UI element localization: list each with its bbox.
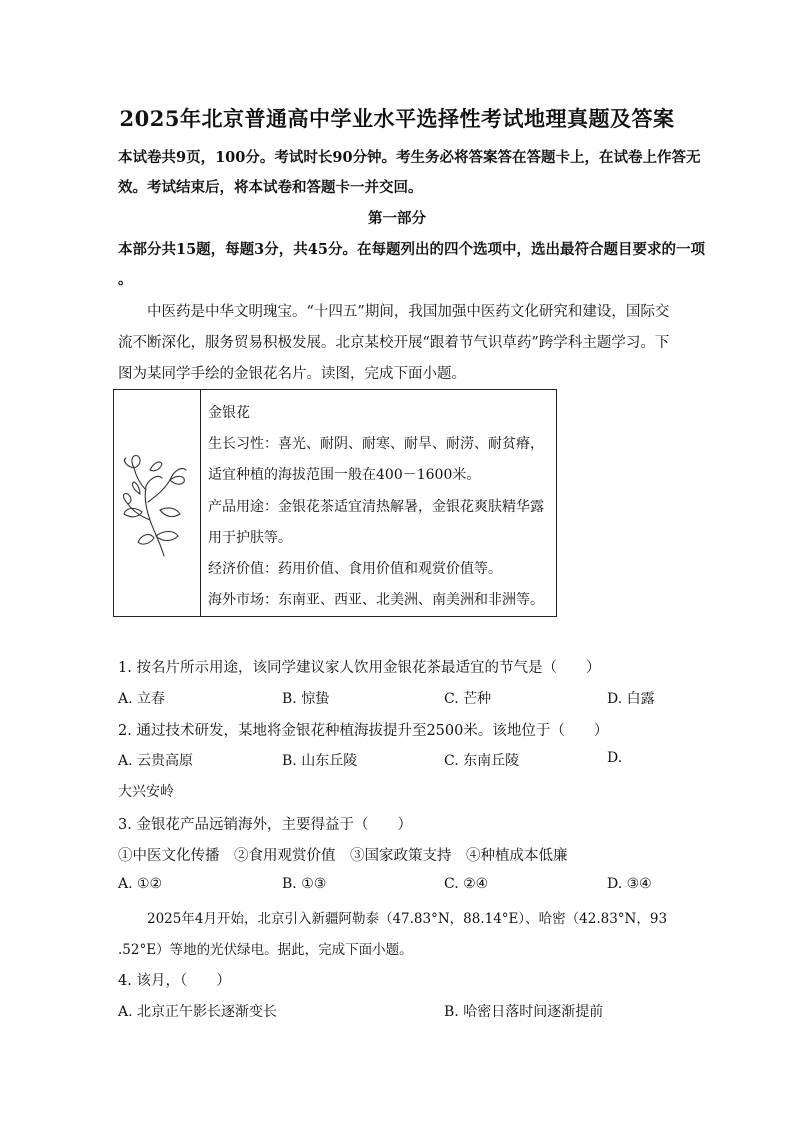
intro-line-2: 效。考试结束后，将本试卷和答题卡一并交回。 bbox=[118, 179, 423, 196]
q4-stem: 4. 该月，（ ） bbox=[118, 973, 231, 989]
q1-option-b: B. 惊蛰 bbox=[282, 691, 330, 707]
q3-option-d: D. ③④ bbox=[607, 876, 652, 892]
card-habit-line-1: 生长习性：喜光、耐阴、耐寒、耐旱、耐涝、耐贫瘠， bbox=[208, 436, 544, 452]
passage1-line-3: 图为某同学手绘的金银花名片。读图，完成下面小题。 bbox=[118, 366, 466, 382]
q3-items: ①中医文化传播 ②食用观赏价值 ③国家政策支持 ④种植成本低廉 bbox=[118, 848, 568, 864]
honeysuckle-illustration bbox=[120, 450, 192, 560]
q2-stem: 2. 通过技术研发，某地将金银花种植海拔提升至2500米。该地位于（ ） bbox=[118, 723, 609, 739]
honeysuckle-drawing bbox=[120, 450, 192, 560]
card-habit-line-2: 适宜种植的海拔范围一般在400－1600米。 bbox=[208, 467, 481, 483]
card-divider bbox=[200, 390, 201, 616]
card-use-line-1: 产品用途：金银花茶适宜清热解暑，金银花爽肤精华露 bbox=[208, 499, 544, 515]
q2-option-d: D. bbox=[607, 750, 623, 766]
intro-line-1: 本试卷共9页，100分。考试时长90分钟。考生务必将答案答在答题卡上，在试卷上作答无 bbox=[118, 149, 701, 166]
passage1-line-2: 流不断深化，服务贸易积极发展。北京某校开展“跟着节气识草药”跨学科主题学习。下 bbox=[118, 335, 670, 351]
q3-option-b: B. ①③ bbox=[282, 876, 327, 892]
page-title: 2025年北京普通高中学业水平选择性考试地理真题及答案 bbox=[119, 106, 675, 131]
card-value: 经济价值：药用价值、食用价值和观赏价值等。 bbox=[208, 561, 502, 577]
q1-option-d: D. 白露 bbox=[607, 691, 655, 707]
card-use-line-2: 用于护肤等。 bbox=[208, 530, 292, 546]
q2-option-b: B. 山东丘陵 bbox=[282, 753, 358, 769]
q3-option-c: C. ②④ bbox=[444, 876, 489, 892]
q2-option-c: C. 东南丘陵 bbox=[444, 753, 520, 769]
card-market: 海外市场：东南亚、西亚、北美洲、南美洲和非洲等。 bbox=[208, 592, 544, 608]
q3-option-a: A. ①② bbox=[118, 876, 163, 892]
q3-stem: 3. 金银花产品远销海外，主要得益于（ ） bbox=[118, 817, 412, 833]
part-title: 第一部分 bbox=[368, 210, 426, 227]
passage2-line-1: 2025年4月开始，北京引入新疆阿勒泰（47.83°N，88.14°E）、哈密（42.83°N，93 bbox=[147, 911, 668, 927]
part-desc-line-1: 本部分共15题，每题3分，共45分。在每题列出的四个选项中，选出最符合题目要求的一项 bbox=[118, 241, 705, 258]
q2-option-d-text: 大兴安岭 bbox=[118, 784, 174, 800]
q4-option-b: B. 哈密日落时间逐渐提前 bbox=[444, 1004, 604, 1020]
q1-stem: 1. 按名片所示用途，该同学建议家人饮用金银花茶最适宜的节气是（ ） bbox=[118, 660, 601, 676]
passage1-line-1: 中医药是中华文明瑰宝。“十四五”期间，我国加强中医药文化研究和建设，国际交 bbox=[147, 304, 670, 320]
q1-option-c: C. 芒种 bbox=[444, 691, 492, 707]
q2-option-a: A. 云贵高原 bbox=[118, 753, 194, 769]
part-desc-line-2: 。 bbox=[118, 271, 133, 288]
honeysuckle-card bbox=[113, 389, 557, 617]
q1-option-a: A. 立春 bbox=[118, 691, 166, 707]
q4-option-a: A. 北京正午影长逐渐变长 bbox=[118, 1004, 278, 1020]
passage2-line-2: .52°E）等地的光伏绿电。据此，完成下面小题。 bbox=[118, 942, 413, 958]
card-name: 金银花 bbox=[208, 405, 250, 421]
